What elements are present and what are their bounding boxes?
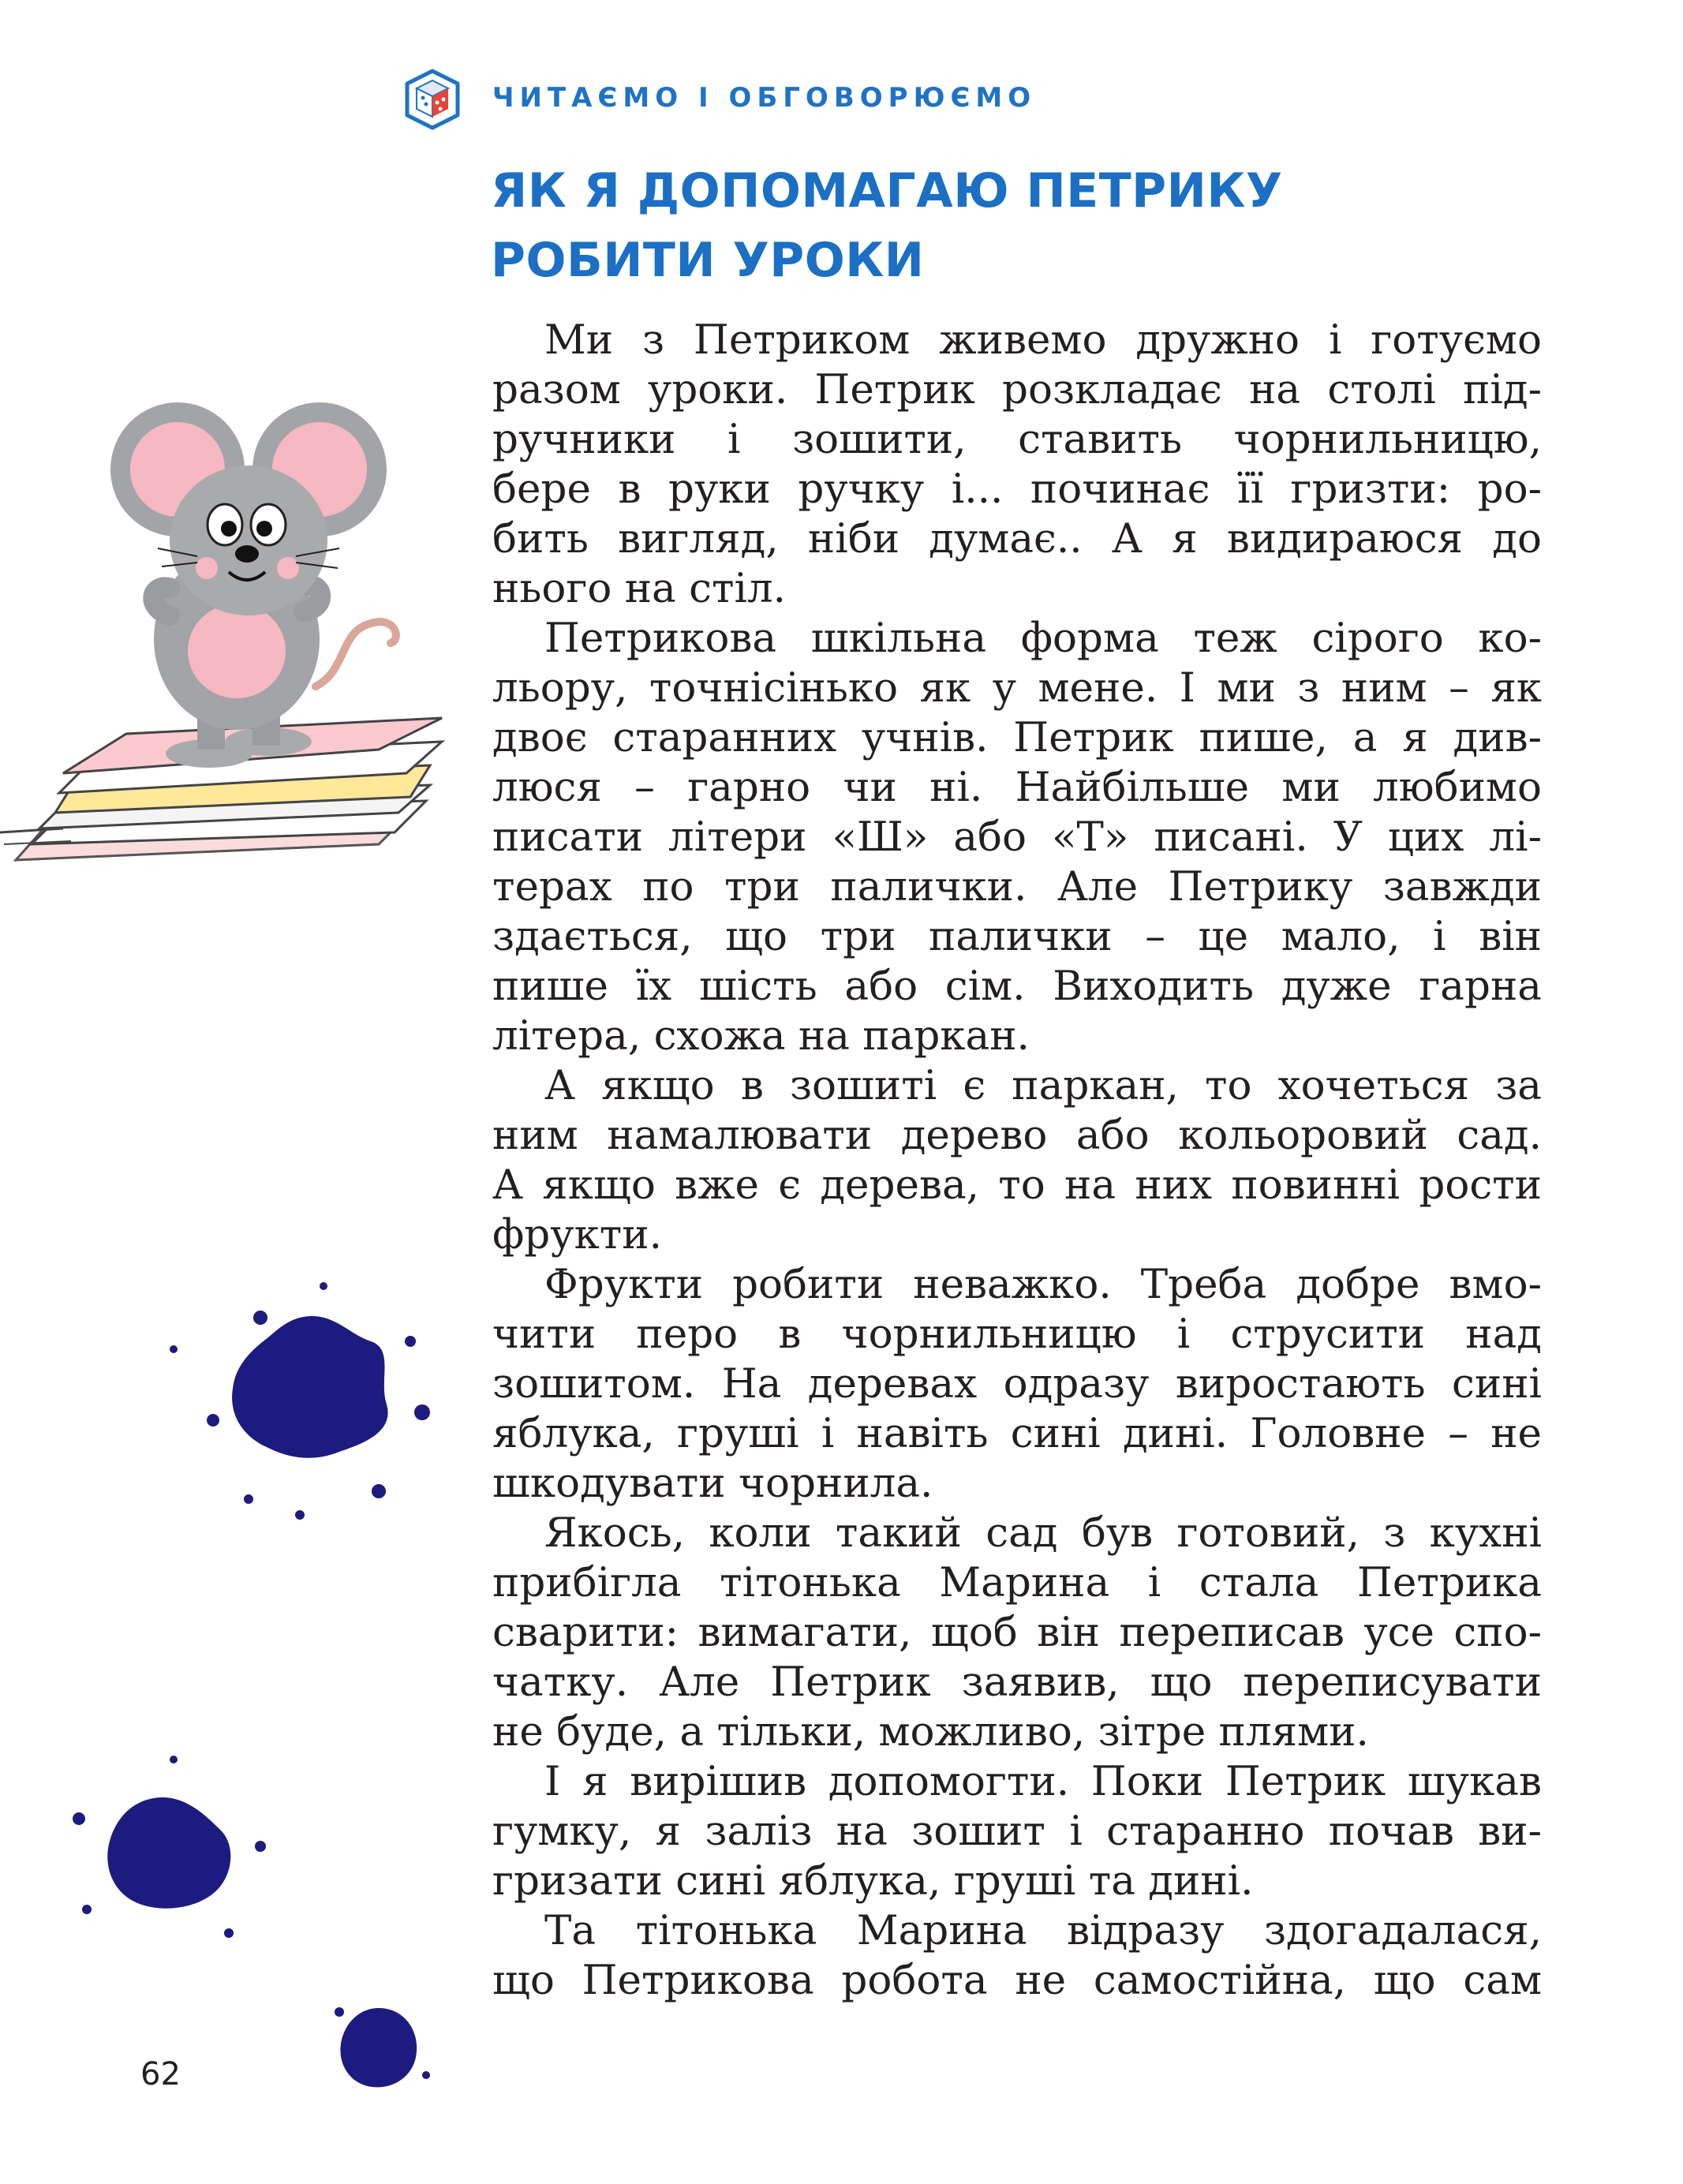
text-line: сварити: вимагати, щоб він переписав усе спо-: [492, 1609, 1542, 1656]
text-line: бить вигляд, ніби думає.. А я видираюся до: [492, 515, 1542, 563]
text-line: зошитом. На деревах одразу виростають сині: [492, 1360, 1542, 1408]
ink-blot-icon: [316, 1988, 442, 2107]
ink-blot-icon: [142, 1255, 458, 1539]
page-number: 62: [140, 2056, 181, 2092]
text-line: двоє старанних учнів. Петрик пише, а я див-: [492, 714, 1542, 761]
text-line: ним намалювати дерево або кольоровий сад.: [492, 1112, 1542, 1159]
text-line: Фрукти робити неважко. Треба добре вмо-: [544, 1261, 1542, 1308]
text-line: Петрикова шкільна форма теж сірого ко-: [544, 615, 1542, 662]
ink-blot-icon: [32, 1728, 316, 1965]
text-line: писати літери «Ш» або «Т» писані. У цих лі-: [492, 813, 1542, 861]
text-line: ручники і зошити, ставить чорнильницю,: [492, 416, 1542, 463]
page-title: [491, 156, 1283, 295]
text-line: бере в руки ручку і... починає її гризти: ро-: [492, 466, 1542, 513]
text-line: А якщо в зошиті є паркан, то хочеться за: [544, 1062, 1542, 1109]
text-line: шкодувати чорнила.: [492, 1460, 933, 1507]
text-line: І я вирішив допомогти. Поки Петрик шукав: [544, 1758, 1542, 1805]
text-line: чатку. Але Петрик заявив, що переписувати: [492, 1659, 1542, 1706]
mouse-illustration: [0, 371, 458, 876]
story-text: [492, 316, 1542, 2006]
title-line-2: РОБИТИ УРОКИ: [491, 233, 925, 288]
text-line: пише їх шість або сім. Виходить дуже гарна: [492, 963, 1542, 1010]
text-line: не буде, а тільки, можливо, зітре плями.: [492, 1708, 1369, 1756]
text-line: терах по три палички. Але Петрику завжди: [492, 863, 1542, 911]
section-label: ЧИТАЄМО І ОБГОВОРЮЄМО: [492, 82, 1037, 114]
text-line: нього на стіл.: [492, 565, 787, 612]
text-line: Якось, коли такий сад був готовий, з кухні: [544, 1509, 1542, 1557]
text-line: що Петрикова робота не самостійна, що сам: [492, 1957, 1542, 2004]
text-line: Ми з Петриком живемо дружно і готуємо: [544, 316, 1542, 364]
text-line: прибігла тітонька Марина і стала Петрика: [492, 1559, 1542, 1606]
text-line: гризати сині яблука, груші та дині.: [492, 1857, 1254, 1905]
text-line: Та тітонька Марина відразу здогадалася,: [544, 1907, 1542, 1954]
text-line: літера, схожа на паркан.: [492, 1012, 1030, 1060]
text-line: гумку, я заліз на зошит і старанно почав ви-: [492, 1808, 1542, 1855]
text-line: чити перо в чорнильницю і струсити над: [492, 1311, 1542, 1358]
text-line: А якщо вже є дерева, то на них повинні рости: [492, 1161, 1542, 1209]
title-line-1: ЯК Я ДОПОМАГАЮ ПЕТРИКУ: [491, 163, 1283, 219]
text-line: фрукти.: [492, 1211, 662, 1258]
text-line: здається, що три палички – це мало, і він: [492, 913, 1542, 960]
dice-icon: [404, 68, 461, 131]
text-line: льору, точнісінько як у мене. І ми з ним – як: [492, 664, 1542, 712]
text-line: яблука, груші і навіть сині дині. Головне – не: [492, 1410, 1542, 1457]
text-line: разом уроки. Петрик розкладає на столі під-: [492, 366, 1542, 413]
text-line: люся – гарно чи ні. Найбільше ми любимо: [492, 764, 1542, 811]
